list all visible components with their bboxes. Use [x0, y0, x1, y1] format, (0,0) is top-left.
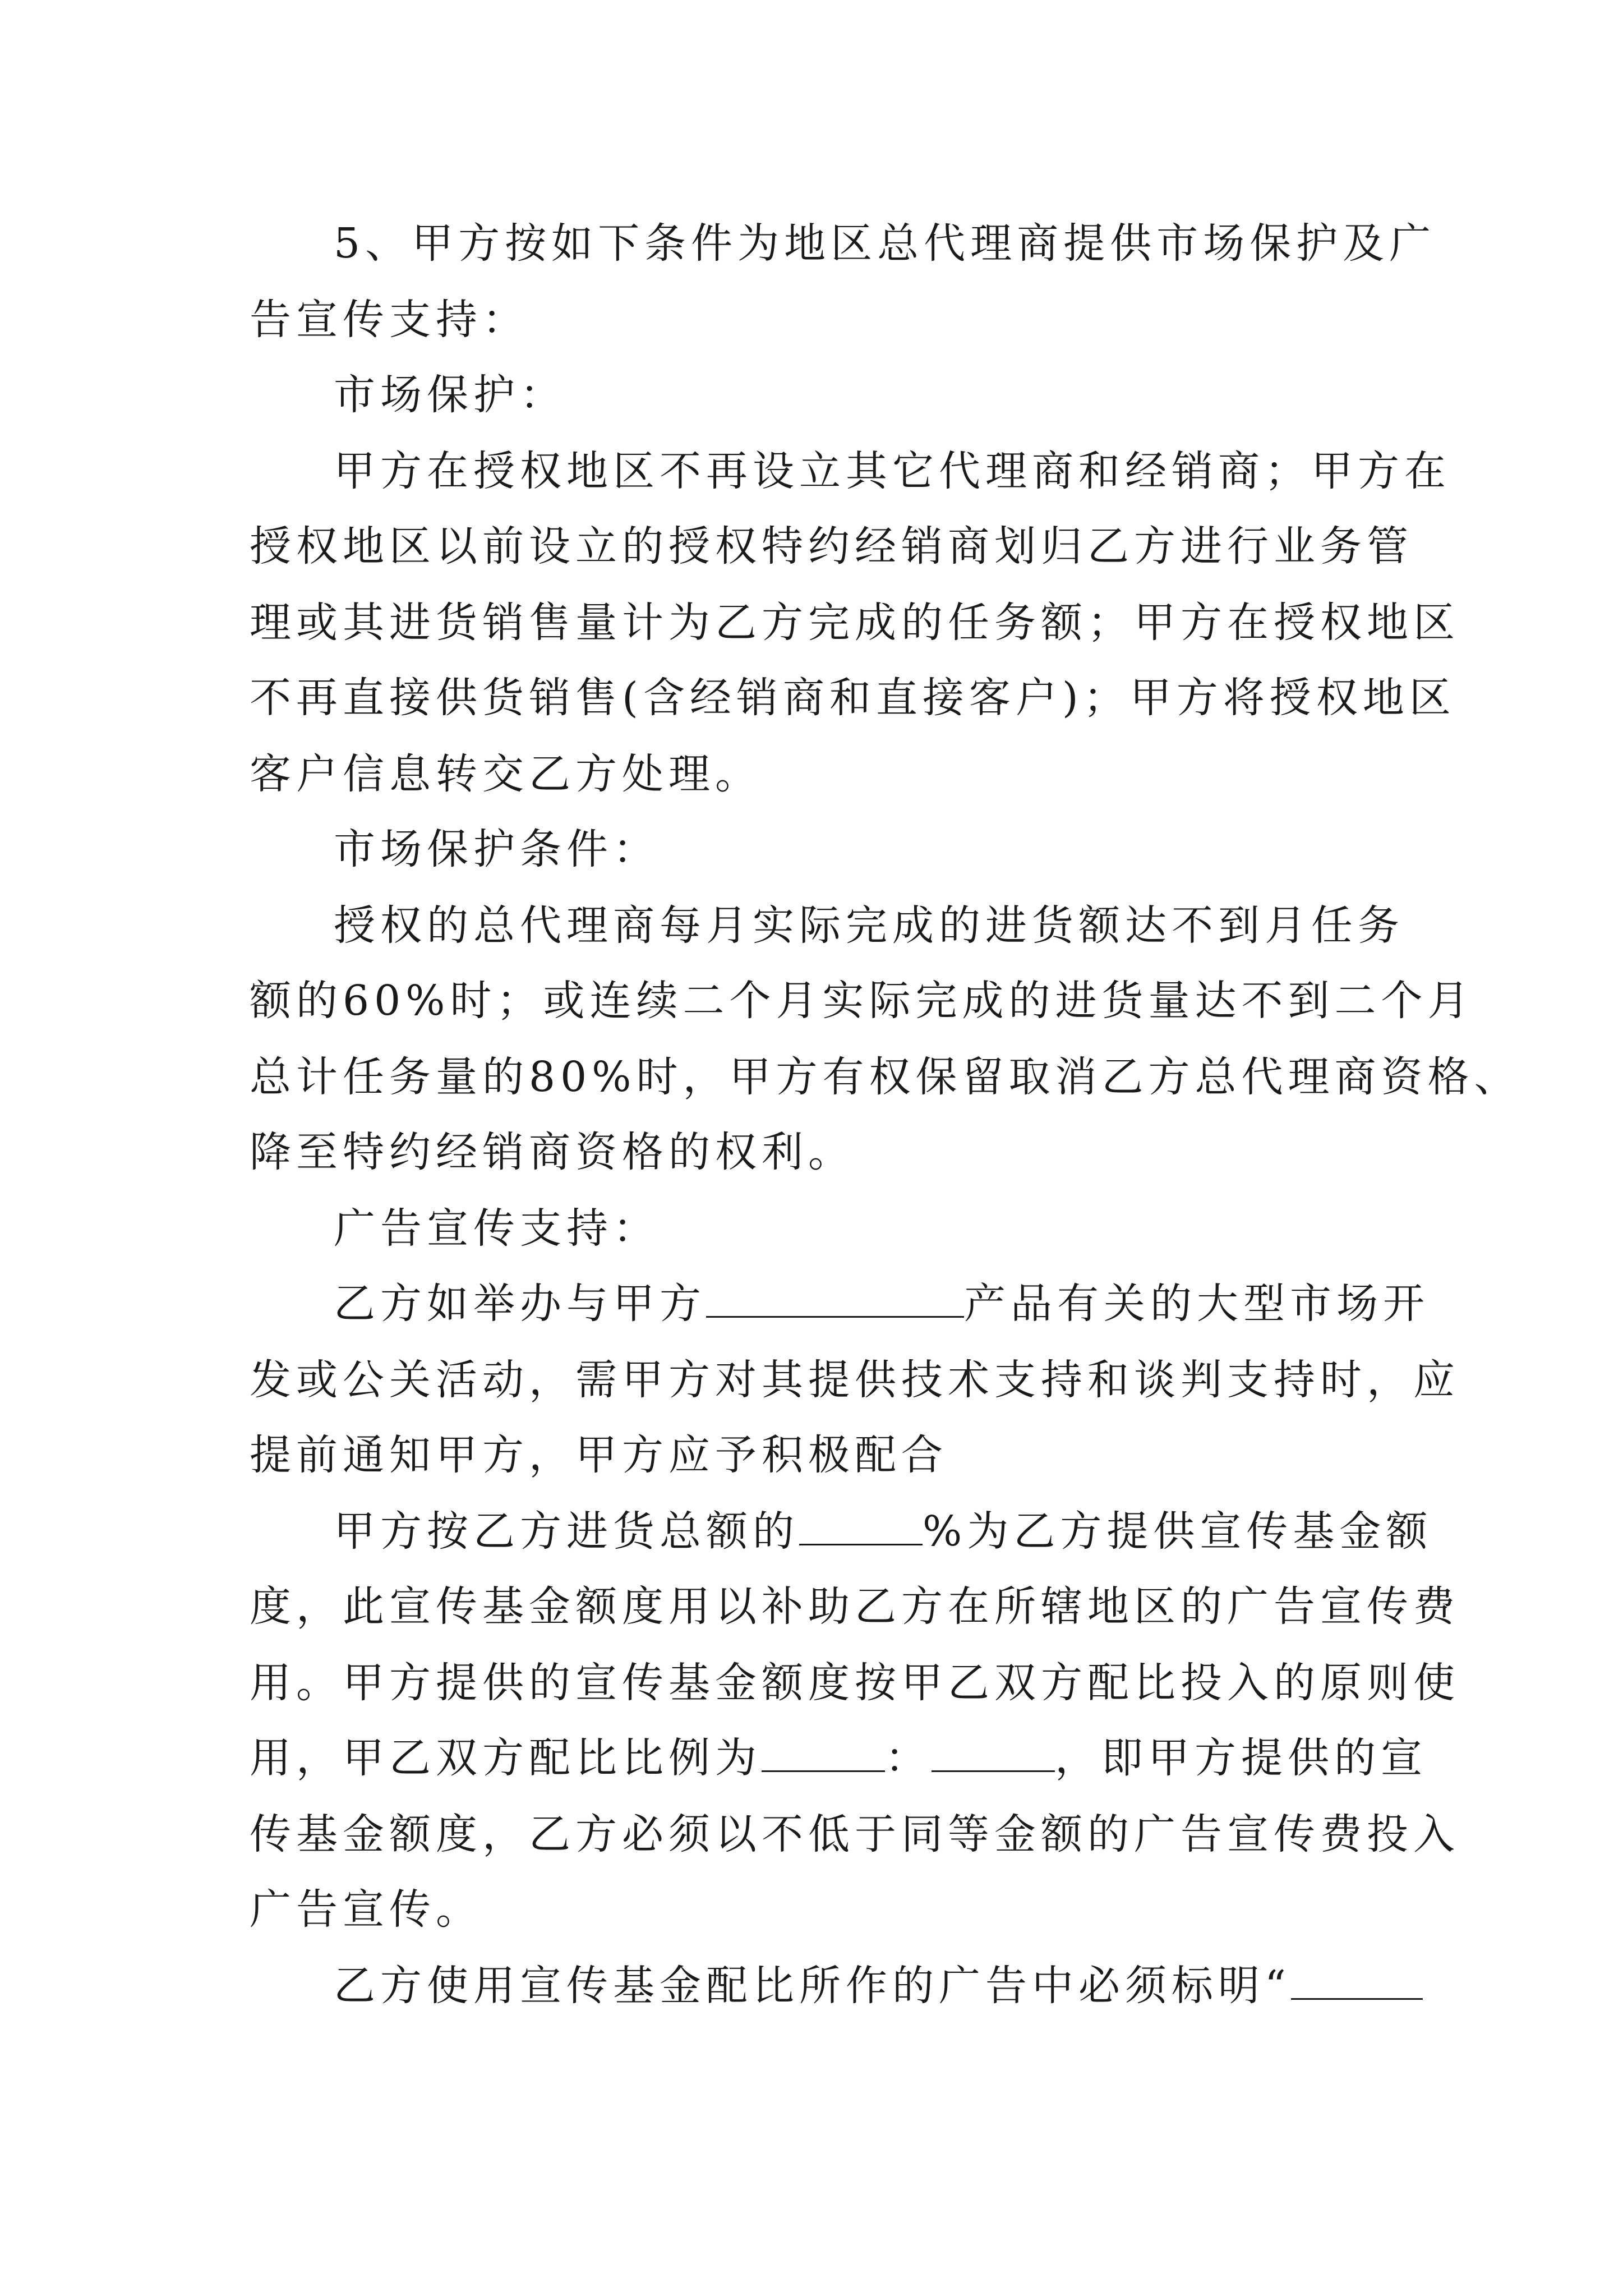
paragraph-line: 总计任务量的80%时，甲方有权保留取消乙方总代理商资格、: [250, 1053, 1521, 1101]
paragraph-ratio: [250, 1730, 1427, 1786]
paragraph-line: 理或其进货销售量计为乙方完成的任务额；甲方在授权地区: [250, 599, 1460, 647]
text-segment: ，即甲方提供的宣: [1055, 1734, 1427, 1782]
paragraph-protection-conditions: 授权的总代理商每月实际完成的进货额达不到月任务: [334, 901, 1404, 950]
text-segment: %为乙方提供宣传基金额: [923, 1507, 1433, 1556]
paragraph-line: 发或公关活动，需甲方对其提供技术支持和谈判支持时，应: [250, 1356, 1460, 1404]
paragraph-line: 传基金额度，乙方必须以不低于同等金额的广告宣传费投入: [250, 1810, 1460, 1858]
paragraph-line: 授权地区以前设立的授权特约经销商划归乙方进行业务管: [250, 522, 1413, 570]
paragraph-ad-mark: [334, 1958, 1472, 2014]
paragraph-line: 不再直接供货销售(含经销商和直接客户)；甲方将授权地区: [250, 674, 1456, 722]
paragraph-market-support-intro: 5、甲方按如下条件为地区总代理商提供市场保护及广: [334, 219, 1436, 268]
ad-mark-blank[interactable]: [1291, 1961, 1423, 2000]
product-name-blank[interactable]: [706, 1279, 964, 1318]
paragraph-line: 用。甲方提供的宣传基金额度按甲乙双方配比投入的原则使: [250, 1659, 1460, 1707]
heading-advertising-support: 广告宣传支持：: [334, 1204, 660, 1253]
heading-market-protection: 市场保护：: [334, 371, 566, 419]
paragraph-line: 额的60%时；或连续二个月实际完成的进货量达不到二个月: [250, 977, 1474, 1025]
text-segment: 乙方如举办与甲方: [334, 1280, 706, 1328]
paragraph-line: 告宣传支持：: [250, 296, 529, 344]
paragraph-line: 度，此宣传基金额度用以补助乙方在所辖地区的广告宣传费: [250, 1582, 1460, 1631]
text-segment: 甲方按乙方进货总额的: [334, 1507, 799, 1556]
paragraph-line: 客户信息转交乙方处理。: [250, 750, 762, 798]
paragraph-ad-activity: [334, 1276, 1472, 1332]
paragraph-market-protection: 甲方在授权地区不再设立其它代理商和经销商；甲方在: [334, 447, 1451, 495]
text-segment: 产品有关的大型市场开: [964, 1280, 1430, 1328]
percentage-blank[interactable]: [799, 1507, 923, 1545]
text-segment: 用，甲乙双方配比比例为: [250, 1734, 762, 1782]
ratio-party-a-blank[interactable]: [762, 1733, 885, 1772]
paragraph-line: 提前通知甲方，甲方应予积极配合: [250, 1431, 948, 1479]
text-segment: 乙方使用宣传基金配比所作的广告中必须标明“: [334, 1962, 1291, 2010]
paragraph-line: 广告宣传。: [250, 1885, 482, 1934]
heading-protection-conditions: 市场保护条件：: [334, 825, 660, 873]
ratio-party-b-blank[interactable]: [932, 1733, 1055, 1772]
paragraph-line: 降至特约经销商资格的权利。: [250, 1128, 855, 1176]
text-segment: ：: [885, 1734, 932, 1782]
paragraph-fund-rate: [334, 1503, 1472, 1559]
